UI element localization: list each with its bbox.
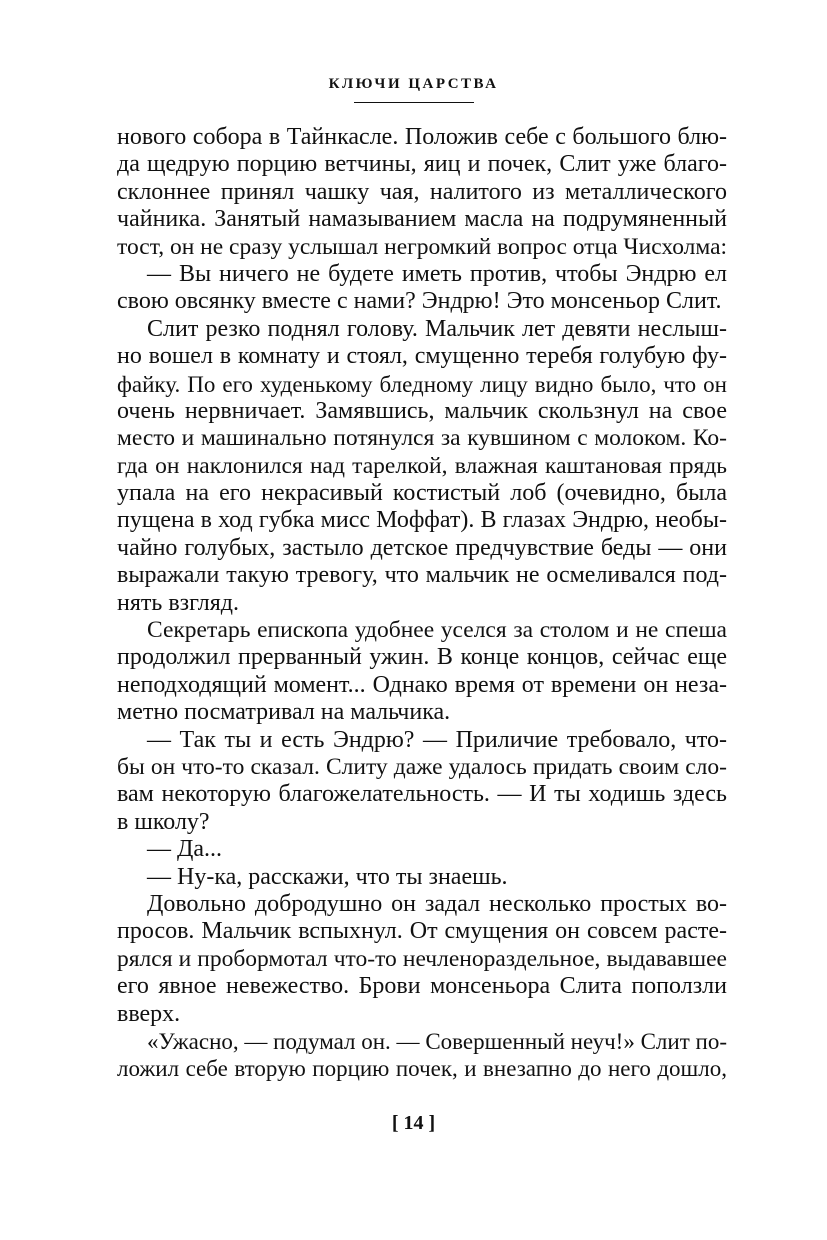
- text-line: гда он наклонился над тарелкой, влажная каштановая прядь: [117, 452, 727, 479]
- text-line: место и машинально потянулся за кувшином с молоком. Ко-: [117, 425, 727, 452]
- text-line: бы он что-то сказал. Слиту даже удалось придать своим сло-: [117, 753, 727, 780]
- text-line: продолжил прерванный ужин. В конце концов, сейчас еще: [117, 644, 727, 671]
- text-line: в школу?: [117, 808, 210, 835]
- header-rule: [354, 102, 474, 103]
- page-body-text: [117, 124, 727, 1083]
- text-line: — Так ты и есть Эндрю? — Приличие требовало, что-: [147, 726, 727, 753]
- text-line: метно посматривал на мальчика.: [117, 699, 451, 726]
- text-line: вам некоторую благожелательность. — И ты ходишь здесь: [117, 781, 727, 808]
- text-line: чайно голубых, застыло детское предчувствие беды — они: [117, 534, 727, 561]
- text-line: «Ужасно, — подумал он. — Совершенный неуч!» Слит по-: [147, 1028, 727, 1054]
- text-line: выражали такую тревогу, что мальчик не осмеливался под-: [117, 562, 727, 589]
- text-line: тост, он не сразу услышал негромкий вопрос отца Чисхолма:: [117, 233, 728, 260]
- text-line: Секретарь епископа удобнее уселся за столом и не спеша: [147, 617, 727, 644]
- text-line: склоннее принял чашку чая, налитого из металлического: [117, 178, 727, 205]
- text-line: упала на его некрасивый костистый лоб (очевидно, была: [117, 480, 727, 507]
- text-line: — Вы ничего не будете иметь против, чтобы Эндрю ел: [147, 260, 727, 287]
- text-line: но вошел в комнату и стоял, смущенно теребя голубую фу-: [117, 343, 727, 370]
- text-line: рялся и пробормотал что-то нечленораздельное, выдававшее: [117, 945, 727, 972]
- text-line: вверх.: [117, 1000, 181, 1027]
- text-line: просов. Мальчик вспыхнул. От смущения он совсем расте-: [117, 918, 727, 945]
- text-line: Довольно добродушно он задал несколько простых во-: [147, 890, 727, 917]
- text-line: очень нервничает. Замявшись, мальчик скользнул на свое: [117, 397, 727, 424]
- text-line: — Ну-ка, расскажи, что ты знаешь.: [147, 863, 508, 890]
- text-line: Слит резко поднял голову. Мальчик лет девяти неслыш-: [147, 315, 727, 342]
- text-line: его явное невежество. Брови монсеньора Слита поползли: [117, 973, 727, 1000]
- text-line: нять взгляд.: [117, 589, 239, 616]
- text-line: неподходящий момент... Однако время от времени он неза-: [117, 671, 727, 698]
- text-line: пущена в ход губка мисс Моффат). В глазах Эндрю, необы-: [117, 507, 727, 534]
- text-line: — Да...: [147, 836, 223, 863]
- text-line: чайника. Занятый намазыванием масла на подрумяненный: [117, 206, 727, 233]
- text-line: ложил себе вторую порцию почек, и внезапно до него дошло,: [117, 1056, 727, 1082]
- running-title: КЛЮЧИ ЦАРСТВА: [328, 76, 499, 92]
- text-line: да щедрую порцию ветчины, яиц и почек, Слит уже благо-: [117, 151, 727, 178]
- text-line: свою овсянку вместе с нами? Эндрю! Это монсеньор Слит.: [117, 288, 722, 315]
- page-number: [ 14 ]: [391, 1112, 436, 1134]
- text-line: нового собора в Тайнкасле. Положив себе с большого блю-: [117, 124, 727, 150]
- text-line: файку. По его худенькому бледному лицу видно было, что он: [117, 371, 727, 397]
